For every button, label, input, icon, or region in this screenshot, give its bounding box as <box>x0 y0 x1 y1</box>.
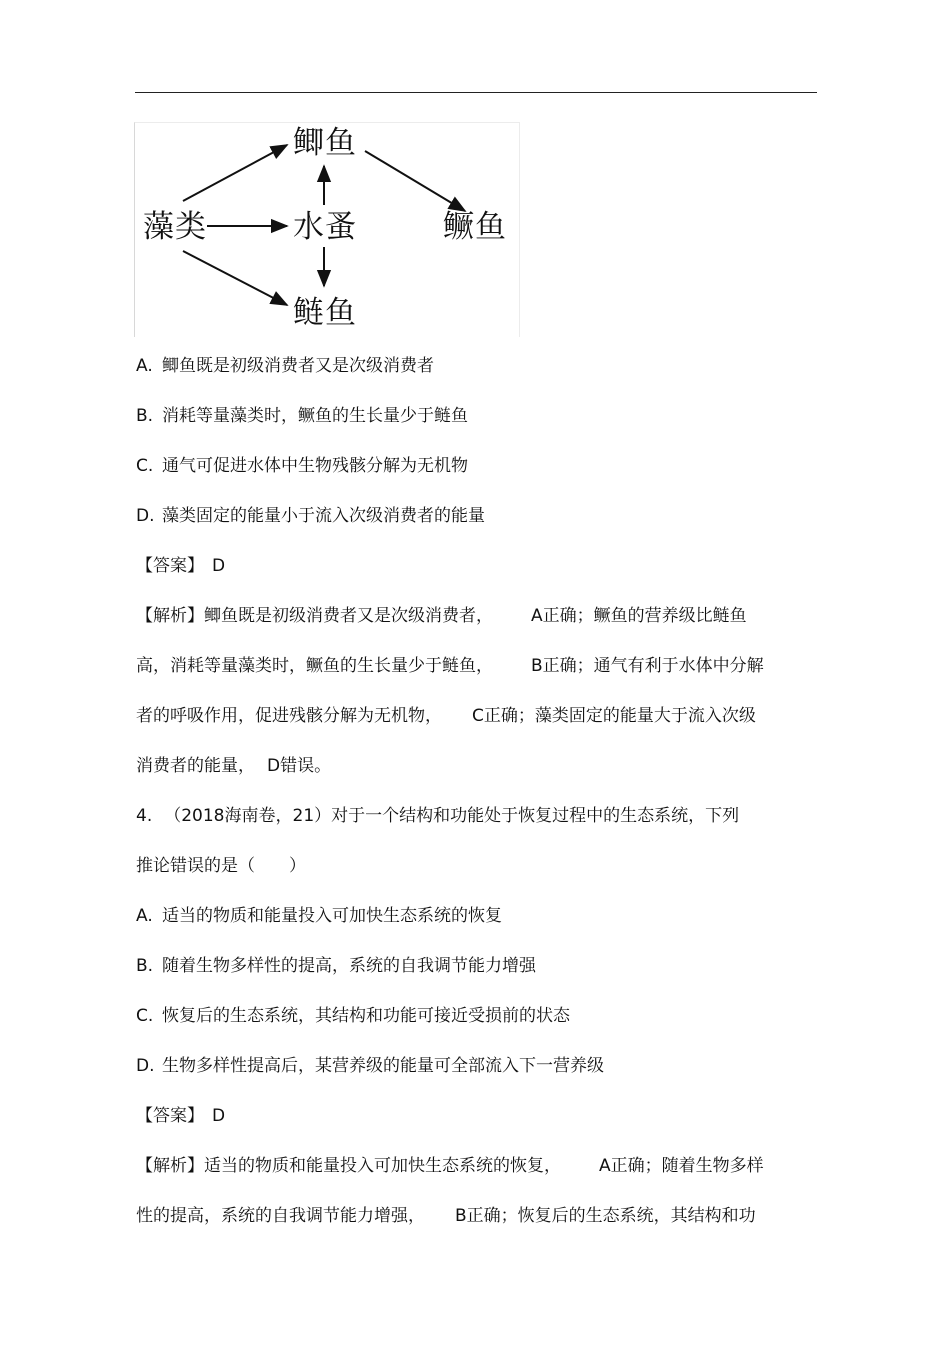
q3-analysis-line-1: 【解析】鲫鱼既是初级消费者又是次级消费者， A正确；鳜鱼的营养级比鲢鱼 <box>136 606 747 626</box>
q4-analysis-line-1: 【解析】适当的物质和能量投入可加快生态系统的恢复， A正确；随着生物多样 <box>136 1156 764 1176</box>
q3-option-b: B. 消耗等量藻类时，鳜鱼的生长量少于鲢鱼 <box>136 406 468 426</box>
q3-option-c: C. 通气可促进水体中生物残骸分解为无机物 <box>136 456 468 476</box>
q3-analysis-line-2: 高，消耗等量藻类时，鳜鱼的生长量少于鲢鱼， B正确；通气有利于水体中分解 <box>136 656 764 676</box>
q3-answer: 【答案】 D <box>136 556 226 576</box>
q4-option-c: C. 恢复后的生态系统，其结构和功能可接近受损前的状态 <box>136 1006 570 1026</box>
q3-analysis-line-4: 消费者的能量， D错误。 <box>136 756 332 776</box>
arrow-crucian-to-mandarin <box>365 151 465 211</box>
q3-option-d: D. 藻类固定的能量小于流入次级消费者的能量 <box>136 506 485 526</box>
q3-option-a: A. 鲫鱼既是初级消费者又是次级消费者 <box>136 356 434 376</box>
q4-answer: 【答案】 D <box>136 1106 226 1126</box>
q4-option-d: D. 生物多样性提高后，某营养级的能量可全部流入下一营养级 <box>136 1056 604 1076</box>
arrow-algae-to-silver-carp <box>183 251 287 305</box>
node-daphnia: 水蚤 <box>293 209 357 245</box>
arrow-algae-to-crucian <box>183 145 287 201</box>
q4-analysis-line-2: 性的提高，系统的自我调节能力增强， B正确；恢复后的生态系统，其结构和功 <box>136 1206 756 1226</box>
node-algae: 藻类 <box>143 209 207 245</box>
header-rule <box>135 92 817 93</box>
node-silver-carp: 鲢鱼 <box>293 295 357 331</box>
node-crucian: 鲫鱼 <box>293 125 357 161</box>
q4-stem-line-1: 4. （2018海南卷，21）对于一个结构和功能处于恢复过程中的生态系统，下列 <box>136 806 740 826</box>
food-web-diagram <box>134 122 520 337</box>
node-mandarin: 鳜鱼 <box>443 209 507 245</box>
q4-option-a: A. 适当的物质和能量投入可加快生态系统的恢复 <box>136 906 502 926</box>
q4-stem-line-2: 推论错误的是（ ） <box>136 856 306 876</box>
q4-option-b: B. 随着生物多样性的提高，系统的自我调节能力增强 <box>136 956 536 976</box>
q3-analysis-line-3: 者的呼吸作用，促进残骸分解为无机物， C正确；藻类固定的能量大于流入次级 <box>136 706 756 726</box>
